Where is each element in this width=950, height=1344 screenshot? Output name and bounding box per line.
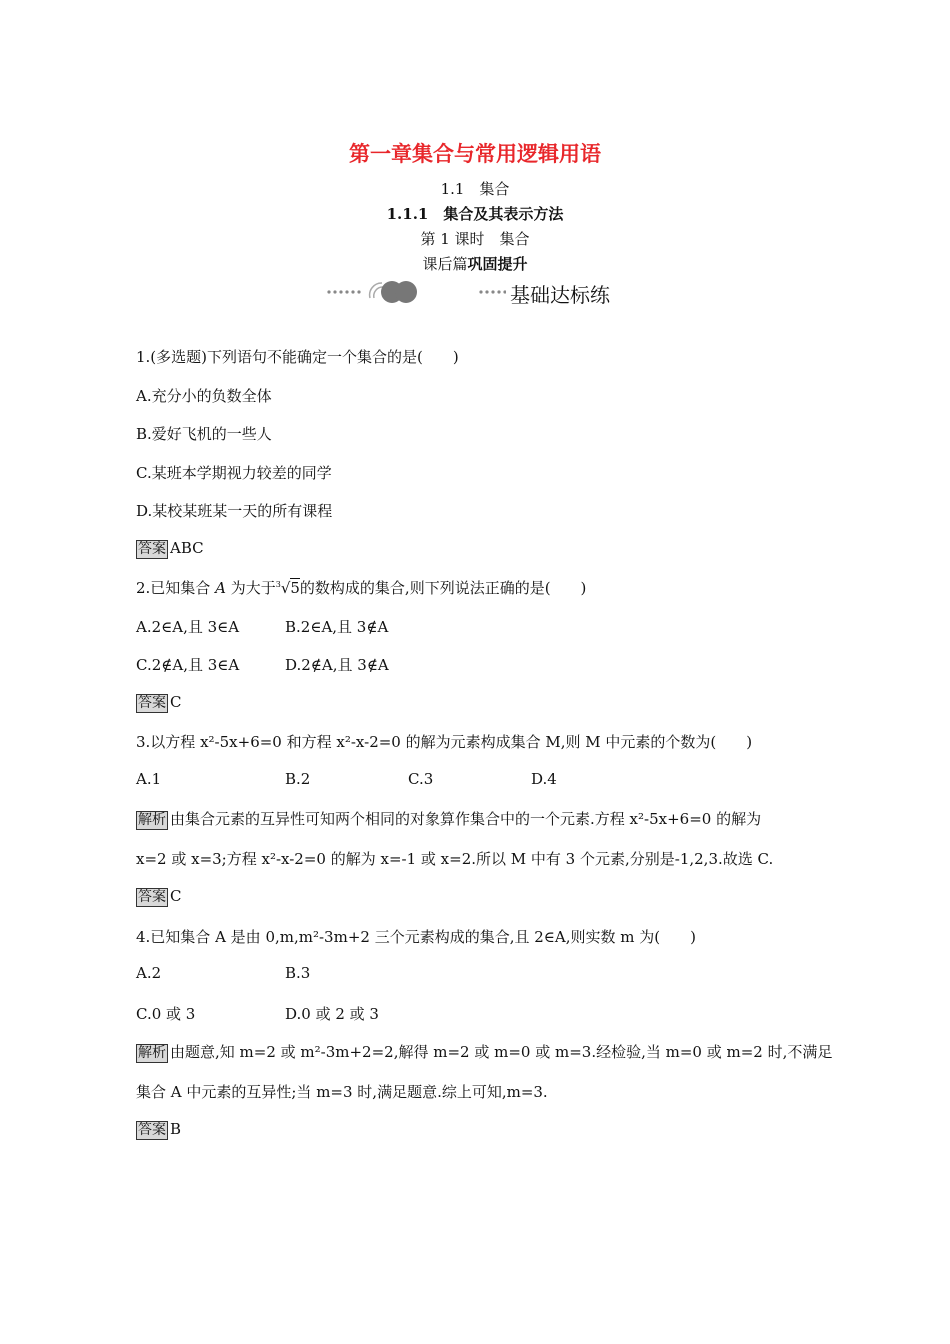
q4-option-c: C.0 或 3 <box>136 1005 196 1023</box>
q2-option-c: C.2∉A,且 3∈A <box>136 656 240 674</box>
q3-option-d: D.4 <box>531 770 557 788</box>
q3-option-b: B.2 <box>285 770 311 788</box>
banner-title: 基础达标练 <box>510 283 610 307</box>
answer-tag: 答案 <box>138 541 166 557</box>
q3-stem: 3.以方程 x²-5x+6=0 和方程 x²-x-2=0 的解为元素构成集合 M,则 M 中元素的个数为( ) <box>136 733 753 751</box>
practice-title: 课后篇巩固提升 <box>422 255 528 273</box>
q1-option-d: D.某校某班某一天的所有课程 <box>136 502 333 520</box>
q4-analysis-line1: 解析 由题意,知 m=2 或 m²-3m+2=2,解得 m=2 或 m=0 或 m=3.经检验,当 m=0 或 m=2 时,不满足 <box>138 1043 833 1061</box>
q3-option-a: A.1 <box>136 770 162 788</box>
q1-answer: 答案 ABC <box>138 539 204 557</box>
chapter-title: 第一章集合与常用逻辑用语 <box>349 141 601 166</box>
q1-stem: 1.(多选题)下列语句不能确定一个集合的是( ) <box>136 348 459 366</box>
q1-option-b: B.爱好飞机的一些人 <box>136 425 272 443</box>
q2-option-d: D.2∉A,且 3∉A <box>285 656 389 674</box>
section-banner <box>326 278 656 308</box>
q2-option-b: B.2∈A,且 3∉A <box>285 618 389 636</box>
answer-tag: 答案 <box>138 695 166 711</box>
q3-analysis-line1: 解析 由集合元素的互异性可知两个相同的对象算作集合中的一个元素.方程 x²-5x+6=0 的解为 <box>138 810 762 828</box>
q2-answer: 答案 C <box>138 693 182 711</box>
banner-decoration-icon <box>326 278 506 308</box>
q2-stem: 2.已知集合 A 为大于$^3$√5的数构成的集合,则下列说法正确的是( ) <box>136 579 587 597</box>
answer-tag: 答案 <box>138 1122 166 1138</box>
analysis-tag: 解析 <box>138 1045 166 1061</box>
answer-tag: 答案 <box>138 889 166 905</box>
section-title: 1.1 集合 <box>440 180 510 198</box>
q4-stem: 4.已知集合 A 是由 0,m,m²-3m+2 三个元素构成的集合,且 2∈A,则实数 m 为( ) <box>136 928 696 946</box>
q4-answer: 答案 B <box>138 1120 182 1138</box>
q2-option-a: A.2∈A,且 3∈A <box>136 618 240 636</box>
q1-option-c: C.某班本学期视力较差的同学 <box>136 464 332 482</box>
q3-option-c: C.3 <box>408 770 434 788</box>
q3-analysis-line2: x=2 或 x=3;方程 x²-x-2=0 的解为 x=-1 或 x=2.所以 M 中有 3 个元素,分别是-1,2,3.故选 C. <box>136 850 774 868</box>
radical-icon: √ <box>280 579 291 597</box>
q1-option-a: A.充分小的负数全体 <box>136 387 272 405</box>
q4-option-b: B.3 <box>285 964 311 982</box>
q4-analysis-line2: 集合 A 中元素的互异性;当 m=3 时,满足题意.综上可知,m=3. <box>136 1083 548 1101</box>
subsection-title: 1.1.1 集合及其表示方法 <box>386 205 564 223</box>
lesson-title: 第 1 课时 集合 <box>420 230 530 248</box>
analysis-tag: 解析 <box>138 812 166 828</box>
q3-answer: 答案 C <box>138 887 182 905</box>
q4-option-d: D.0 或 2 或 3 <box>285 1005 379 1023</box>
q4-option-a: A.2 <box>136 964 162 982</box>
